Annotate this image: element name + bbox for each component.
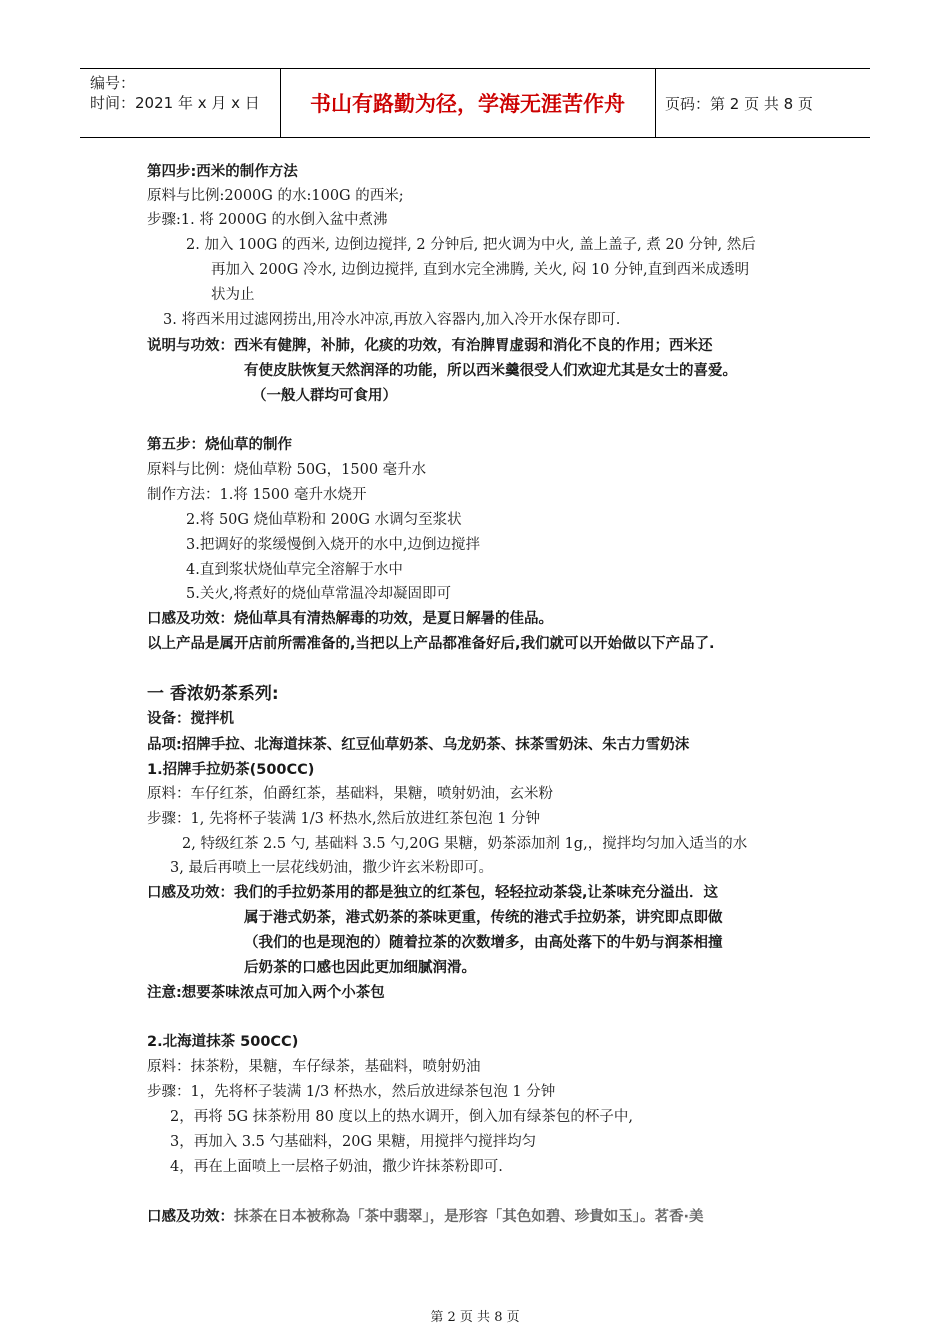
header-divider [655, 69, 656, 137]
header-time: 时间：2021 年 x 月 x 日 [90, 94, 260, 112]
step5-method3: 3.把调好的浆缓慢倒入烧开的水中,边倒边搅拌 [186, 537, 480, 553]
item1-effect2: 属于港式奶茶，港式奶茶的茶味更重，传统的港式手拉奶茶，讲究即点即做 [244, 910, 723, 926]
step5-method4: 4.直到浆状烧仙草完全溶解于水中 [186, 562, 403, 578]
step4-note1: 说明与功效：西米有健脾，补肺，化痰的功效，有治脾胃虚弱和消化不良的作用；西米还 [147, 338, 713, 354]
item2-step4: 4，再在上面喷上一层格子奶油，撒少许抹茶粉即可. [170, 1159, 503, 1175]
header-page-number: 页码：第 2 页 共 8 页 [665, 94, 813, 113]
item1-effect3: （我们的也是现泡的）随着拉茶的次数增多，由高处落下的牛奶与润茶相撞 [244, 935, 723, 951]
page-footer: 第 2 页 共 8 页 [430, 1310, 520, 1325]
step5-method5: 5.关火,将煮好的烧仙草常温冷却凝固即可 [186, 586, 451, 602]
header-motto: 书山有路勤为径，学海无涯苦作舟 [310, 92, 625, 116]
step5-method1: 制作方法：1.将 1500 毫升水烧开 [147, 487, 367, 503]
page-header [80, 68, 870, 138]
step4-note2: 有使皮肤恢复天然润泽的功能，所以西米羹很受人们欢迎尤其是女士的喜爱。 [244, 363, 737, 379]
item2-title: 2.北海道抹茶 500CC) [147, 1034, 299, 1050]
header-number: 编号： [90, 74, 136, 92]
item1-step3: 3, 最后再喷上一层花线奶油，撒少许玄米粉即可。 [170, 860, 493, 876]
step4-ratio: 原料与比例:2000G 的水:100G 的西米; [147, 188, 404, 204]
step4-step3: 3. 将西米用过滤网捞出,用冷水冲凉,再放入容器内,加入冷开水保存即可. [163, 312, 621, 328]
step4-step1: 步骤:1. 将 2000G 的水倒入盆中煮沸 [147, 212, 388, 228]
item1-effect4: 后奶茶的口感也因此更加细腻润滑。 [244, 960, 476, 976]
series-items: 品项:招牌手拉、北海道抹茶、红豆仙草奶茶、乌龙奶茶、抹茶雪奶沫、朱古力雪奶沫 [147, 737, 690, 753]
step4-note3: （一般人群均可食用） [252, 388, 397, 404]
item1-title: 1.招牌手拉奶茶(500CC) [147, 762, 315, 778]
step4-step2c: 状为止 [211, 287, 255, 303]
step4-step2b: 再加入 200G 冷水, 边倒边搅拌, 直到水完全沸腾, 关火, 闷 10 分钟,直到西米成透明 [211, 262, 750, 278]
step5-ratio: 原料与比例：烧仙草粉 50G，1500 毫升水 [147, 462, 427, 478]
step5-method2: 2.将 50G 烧仙草粉和 200G 水调匀至浆状 [186, 512, 462, 528]
item1-note: 注意:想要茶味浓点可加入两个小茶包 [147, 985, 385, 1001]
step5-summary: 以上产品是属开店前所需准备的,当把以上产品都准备好后,我们就可以开始做以下产品了. [147, 636, 715, 652]
item2-step1: 步骤：1，先将杯子装满 1/3 杯热水，然后放进绿茶包泡 1 分钟 [147, 1084, 556, 1100]
series-title: 一 香浓奶茶系列: [147, 684, 279, 704]
item1-step2: 2, 特级红茶 2.5 勺, 基础料 3.5 勺,20G 果糖，奶茶添加剂 1g,，搅拌均匀加入适当的水 [182, 836, 748, 852]
header-meta [90, 73, 260, 113]
series-equipment: 设备：搅拌机 [147, 711, 234, 727]
item1-materials: 原料：车仔红茶，伯爵红茶，基础料，果糖，喷射奶油，玄米粉 [147, 786, 553, 802]
item2-effect-label: 口感及功效： [147, 1209, 234, 1225]
item1-step1: 步骤：1, 先将杯子装满 1/3 杯热水,然后放进红茶包泡 1 分钟 [147, 811, 541, 827]
item2-materials: 原料：抹茶粉，果糖，车仔绿茶，基础料，喷射奶油 [147, 1059, 481, 1075]
step5-effect: 口感及功效：烧仙草具有清热解毒的功效，是夏日解暑的佳品。 [147, 611, 553, 627]
item2-effect-text: 抹茶在日本被称為「茶中翡翠」，是形容「其色如碧、珍貴如玉」。茗香·美 [234, 1209, 704, 1225]
item1-effect1: 口感及功效：我们的手拉奶茶用的都是独立的红茶包，轻轻拉动茶袋,让茶味充分溢出．这 [147, 885, 719, 901]
step4-title: 第四步:西米的制作方法 [147, 164, 298, 180]
item2-step2: 2，再将 5G 抹茶粉用 80 度以上的热水调开，倒入加有绿茶包的杯子中, [170, 1109, 634, 1125]
item2-step3: 3，再加入 3.5 勺基础料，20G 果糖，用搅拌勺搅拌均匀 [170, 1134, 537, 1150]
item2-effect [147, 1207, 704, 1227]
step5-title: 第五步：烧仙草的制作 [147, 437, 292, 453]
step4-step2a: 2. 加入 100G 的西米, 边倒边搅拌, 2 分钟后, 把火调为中火, 盖上盖子, 煮 20 分钟, 然后 [186, 237, 756, 253]
